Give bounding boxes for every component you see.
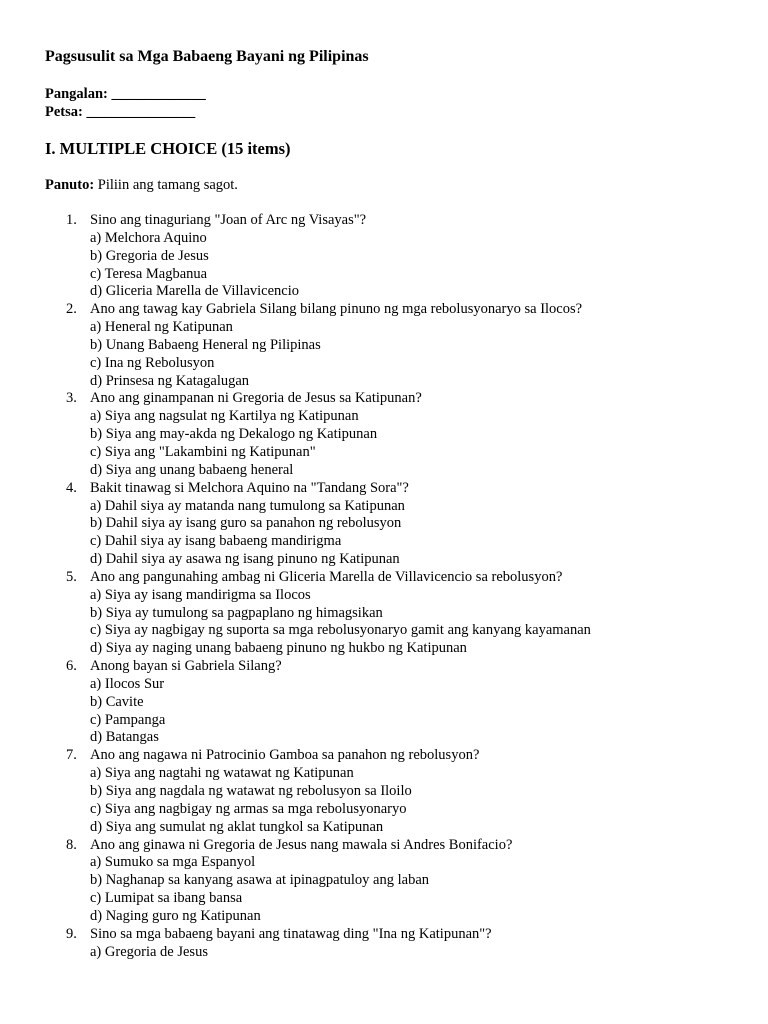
question-text: Ano ang nagawa ni Patrocinio Gamboa sa panahon ng rebolusyon? — [90, 747, 480, 764]
question-number: 1. — [66, 212, 77, 228]
answer-option: b) Gregoria de Jesus — [90, 247, 209, 264]
answer-option: b) Cavite — [90, 693, 144, 710]
date-field: Petsa: _______________ — [45, 104, 196, 120]
question-text: Ano ang ginampanan ni Gregoria de Jesus sa Katipunan? — [90, 390, 422, 407]
instructions-label: Panuto: — [45, 177, 95, 193]
answer-option: b) Unang Babaeng Heneral ng Pilipinas — [90, 336, 321, 353]
answer-option: c) Siya ang nagbigay ng armas sa mga rebolusyonaryo — [90, 800, 407, 817]
question-number: 5. — [66, 568, 77, 585]
question-text: Bakit tinawag si Melchora Aquino na "Tandang Sora"? — [90, 479, 409, 496]
answer-option: c) Pampanga — [90, 711, 166, 728]
answer-option: d) Batangas — [90, 729, 159, 746]
answer-option: c) Lumipat sa ibang bansa — [90, 890, 243, 907]
instructions-text: Piliin ang tamang sagot. — [94, 177, 238, 193]
question-item — [45, 658, 735, 747]
question-item — [45, 480, 735, 569]
answer-option: a) Sumuko sa mga Espanyol — [90, 854, 256, 871]
answer-option: d) Dahil siya ay asawa ng isang pinuno ng Katipunan — [90, 551, 400, 568]
question-number: 7. — [66, 747, 77, 764]
question-text: Anong bayan si Gabriela Silang? — [90, 658, 282, 675]
answer-option: d) Gliceria Marella de Villavicencio — [90, 283, 300, 300]
answer-option: a) Siya ang nagsulat ng Kartilya ng Katipunan — [90, 408, 359, 425]
question-number: 3. — [66, 390, 77, 407]
question-item — [45, 301, 735, 390]
answer-option: c) Siya ang "Lakambini ng Katipunan" — [90, 443, 316, 460]
question-list — [45, 212, 735, 961]
question-number: 6. — [66, 658, 77, 675]
question-text: Ano ang tawag kay Gabriela Silang bilang pinuno ng mga rebolusyonaryo sa Ilocos? — [90, 301, 583, 318]
answer-option: d) Siya ang unang babaeng heneral — [90, 461, 294, 478]
answer-option: a) Siya ay isang mandirigma sa Ilocos — [90, 586, 311, 603]
answer-option: a) Heneral ng Katipunan — [90, 319, 233, 336]
question-number: 2. — [66, 301, 77, 318]
answer-option: a) Melchora Aquino — [90, 229, 207, 246]
answer-option: a) Ilocos Sur — [90, 675, 165, 692]
question-text: Ano ang pangunahing ambag ni Gliceria Marella de Villavicencio sa rebolusyon? — [90, 568, 563, 585]
answer-option: c) Siya ay nagbigay ng suporta sa mga rebolusyonaryo gamit ang kanyang kayamanan — [90, 622, 591, 639]
answer-option: d) Naging guro ng Katipunan — [90, 907, 261, 924]
answer-option: a) Dahil siya ay matanda nang tumulong sa Katipunan — [90, 497, 405, 514]
answer-option: b) Dahil siya ay isang guro sa panahon ng rebolusyon — [90, 515, 402, 532]
answer-option: a) Gregoria de Jesus — [90, 943, 208, 960]
question-number: 4. — [66, 479, 77, 496]
answer-option: c) Teresa Magbanua — [90, 265, 208, 282]
answer-option: b) Siya ay tumulong sa pagpaplano ng himagsikan — [90, 604, 383, 621]
document-title: Pagsusulit sa Mga Babaeng Bayani ng Pilipinas — [45, 48, 369, 65]
student-fields — [45, 85, 735, 121]
question-item — [45, 569, 735, 658]
answer-option: c) Dahil siya ay isang babaeng mandirigma — [90, 533, 342, 550]
section-title: I. MULTIPLE CHOICE (15 items) — [45, 139, 291, 158]
question-item — [45, 212, 735, 301]
question-text: Ano ang ginawa ni Gregoria de Jesus nang mawala si Andres Bonifacio? — [90, 836, 513, 853]
answer-option: b) Naghanap sa kanyang asawa at ipinagpatuloy ang laban — [90, 872, 430, 889]
answer-option: d) Siya ang sumulat ng aklat tungkol sa Katipunan — [90, 818, 384, 835]
question-item — [45, 926, 735, 962]
answer-option: d) Siya ay naging unang babaeng pinuno ng hukbo ng Katipunan — [90, 640, 467, 657]
question-text: Sino ang tinaguriang "Joan of Arc ng Visayas"? — [90, 212, 367, 228]
question-text: Sino sa mga babaeng bayani ang tinatawag ding "Ina ng Katipunan"? — [90, 925, 492, 942]
answer-option: d) Prinsesa ng Katagalugan — [90, 372, 250, 389]
name-field: Pangalan: _____________ — [45, 86, 206, 102]
question-number: 9. — [66, 925, 77, 942]
document-page — [45, 47, 735, 961]
question-item — [45, 747, 735, 836]
answer-option: b) Siya ang nagdala ng watawat ng rebolusyon sa Iloilo — [90, 783, 412, 799]
question-item — [45, 837, 735, 926]
question-number: 8. — [66, 836, 77, 853]
answer-option: c) Ina ng Rebolusyon — [90, 354, 215, 371]
instructions — [45, 176, 735, 194]
question-item — [45, 390, 735, 479]
answer-option: b) Siya ang may-akda ng Dekalogo ng Katipunan — [90, 426, 378, 443]
answer-option: a) Siya ang nagtahi ng watawat ng Katipunan — [90, 765, 354, 782]
